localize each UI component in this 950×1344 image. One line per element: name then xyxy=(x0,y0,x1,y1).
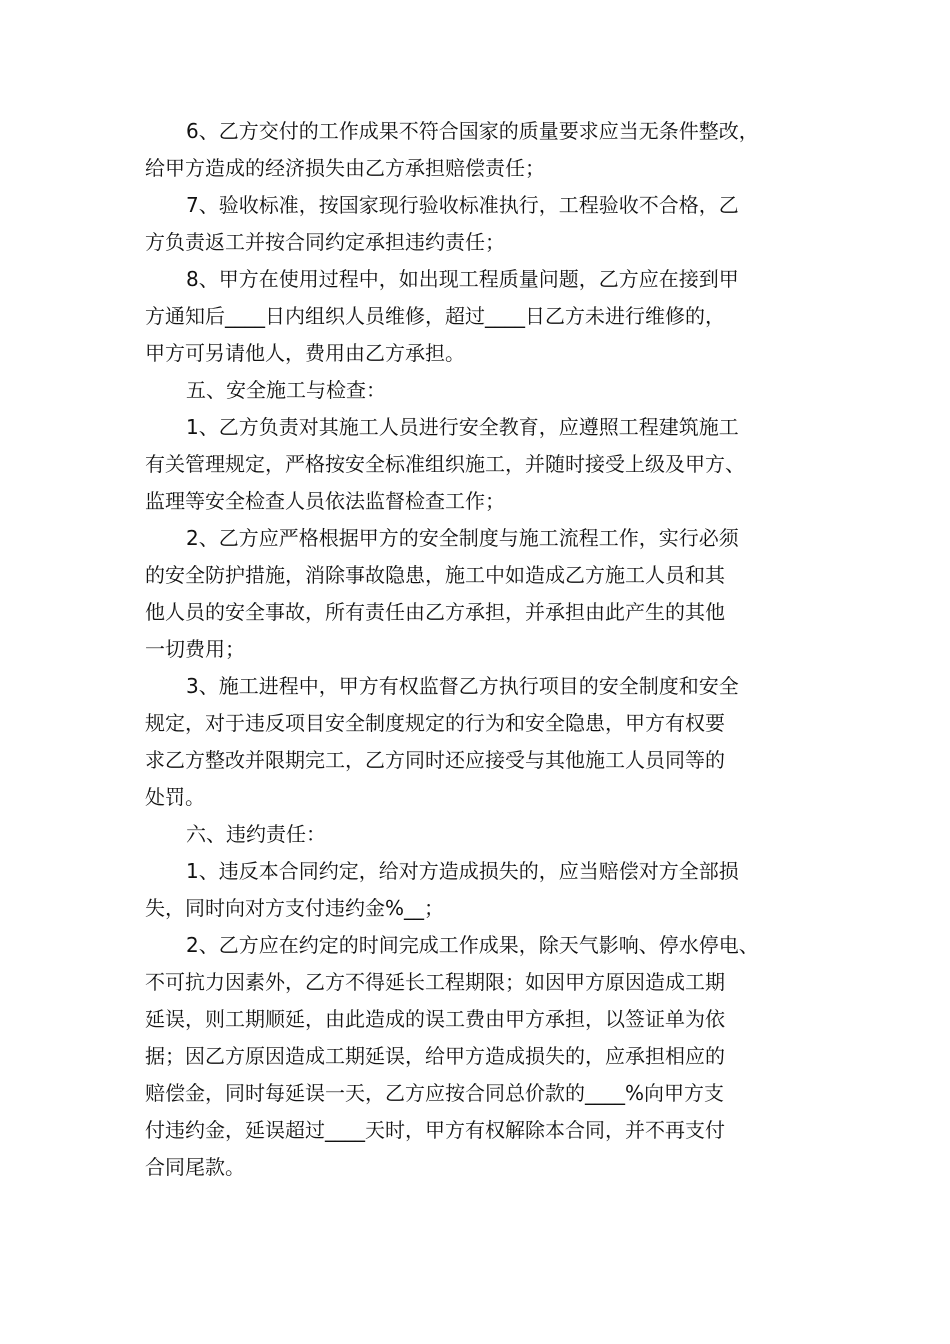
text-line: 合同尾款。 xyxy=(145,1155,245,1179)
paragraph-8-quality-repair xyxy=(145,261,817,372)
text-line: 1、违反本合同约定，给对方造成损失的，应当赔偿对方全部损 xyxy=(186,859,739,883)
text-line: 给甲方造成的经济损失由乙方承担赔偿责任； xyxy=(145,156,545,180)
text-line: 一切费用； xyxy=(145,637,245,661)
paragraph-safety-3 xyxy=(145,668,817,816)
text-line: 规定，对于违反项目安全制度规定的行为和安全隐患，甲方有权要 xyxy=(145,711,725,735)
paragraph-safety-2 xyxy=(145,520,817,668)
text-line: 付违约金，延误超过____天时，甲方有权解除本合同，并不再支付 xyxy=(145,1118,725,1142)
text-line: 方负责返工并按合同约定承担违约责任； xyxy=(145,230,505,254)
text-line: 延误，则工期顺延，由此造成的误工费由甲方承担，以签证单为依 xyxy=(145,1007,725,1031)
paragraph-breach-1 xyxy=(145,853,817,927)
section-heading-breach xyxy=(145,816,817,853)
text-line: 失，同时向对方支付违约金%__； xyxy=(145,896,445,920)
text-line: 7、验收标准，按国家现行验收标准执行，工程验收不合格，乙 xyxy=(186,193,739,217)
text-line: 的安全防护措施，消除事故隐患，施工中如造成乙方施工人员和其 xyxy=(145,563,725,587)
text-line: 五、安全施工与检查： xyxy=(186,378,386,402)
text-line: 监理等安全检查人员依法监督检查工作； xyxy=(145,489,505,513)
document-body xyxy=(145,113,817,1186)
paragraph-safety-1 xyxy=(145,409,817,520)
text-line: 有关管理规定，严格按安全标准组织施工，并随时接受上级及甲方、 xyxy=(145,452,745,476)
text-line: 6、乙方交付的工作成果不符合国家的质量要求应当无条件整改， xyxy=(186,119,759,143)
text-line: 方通知后____日内组织人员维修，超过____日乙方未进行维修的， xyxy=(145,304,725,328)
text-line: 求乙方整改并限期完工，乙方同时还应接受与其他施工人员同等的 xyxy=(145,748,725,772)
text-line: 处罚。 xyxy=(145,785,205,809)
paragraph-6-quality-rectification xyxy=(145,113,817,187)
text-line: 甲方可另请他人，费用由乙方承担。 xyxy=(145,341,465,365)
text-line: 他人员的安全事故，所有责任由乙方承担，并承担由此产生的其他 xyxy=(145,600,725,624)
text-line: 赔偿金，同时每延误一天，乙方应按合同总价款的____%向甲方支 xyxy=(145,1081,725,1105)
text-line: 3、施工进程中，甲方有权监督乙方执行项目的安全制度和安全 xyxy=(186,674,739,698)
text-line: 1、乙方负责对其施工人员进行安全教育，应遵照工程建筑施工 xyxy=(186,415,739,439)
text-line: 2、乙方应在约定的时间完成工作成果，除天气影响、停水停电、 xyxy=(186,933,759,957)
paragraph-breach-2 xyxy=(145,927,817,1186)
section-heading-safety xyxy=(145,372,817,409)
text-line: 8、甲方在使用过程中，如出现工程质量问题，乙方应在接到甲 xyxy=(186,267,739,291)
paragraph-7-acceptance-standard xyxy=(145,187,817,261)
text-line: 六、违约责任： xyxy=(186,822,326,846)
text-line: 据；因乙方原因造成工期延误，给甲方造成损失的，应承担相应的 xyxy=(145,1044,725,1068)
text-line: 不可抗力因素外，乙方不得延长工程期限；如因甲方原因造成工期 xyxy=(145,970,725,994)
text-line: 2、乙方应严格根据甲方的安全制度与施工流程工作，实行必须 xyxy=(186,526,739,550)
